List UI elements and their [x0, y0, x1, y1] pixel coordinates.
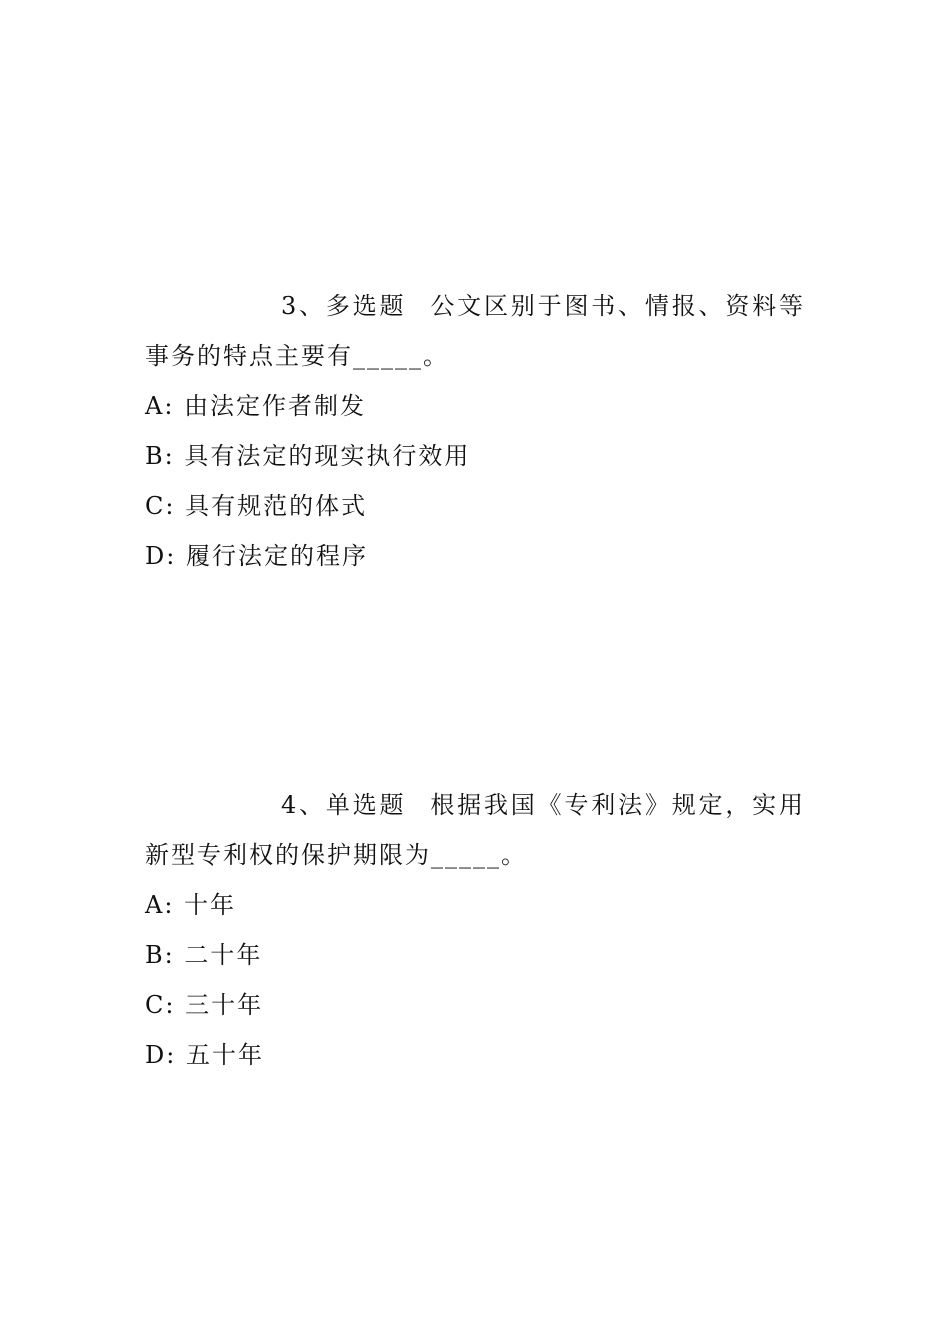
question-stem	[145, 780, 805, 880]
option-c[interactable]	[145, 980, 805, 1030]
option-b[interactable]	[145, 930, 805, 980]
option-a[interactable]	[145, 381, 805, 431]
question-stem	[145, 281, 805, 381]
question-number: 4、	[281, 791, 326, 819]
option-text: 具有法定的现实执行效用	[184, 442, 471, 470]
option-text: 履行法定的程序	[185, 542, 368, 570]
option-letter: D:	[145, 542, 177, 570]
option-d[interactable]	[145, 1030, 805, 1080]
option-text: 由法定作者制发	[184, 392, 367, 420]
option-text: 二十年	[184, 941, 263, 969]
question-4	[145, 780, 805, 1080]
option-text: 具有规范的体式	[185, 492, 368, 520]
option-d[interactable]	[145, 531, 805, 581]
option-text: 十年	[184, 891, 237, 919]
option-letter: D:	[145, 1041, 177, 1069]
option-a[interactable]	[145, 880, 805, 930]
option-letter: B:	[145, 941, 175, 969]
option-list	[145, 381, 805, 581]
option-c[interactable]	[145, 481, 805, 531]
question-text: 公文区别于图书、情报、资料等事务的特点主要有_____。	[145, 292, 805, 370]
question-type: 多选题	[325, 292, 407, 320]
question-text: 根据我国《专利法》规定，实用新型专利权的保护期限为_____。	[145, 791, 805, 869]
question-type: 单选题	[325, 791, 407, 819]
option-letter: A:	[145, 891, 175, 919]
option-text: 三十年	[185, 991, 264, 1019]
option-letter: B:	[145, 442, 175, 470]
option-b[interactable]	[145, 431, 805, 481]
question-number: 3、	[281, 292, 326, 320]
question-3	[145, 281, 805, 581]
option-letter: C:	[145, 492, 176, 520]
option-letter: A:	[145, 392, 175, 420]
option-list	[145, 880, 805, 1080]
option-letter: C:	[145, 991, 176, 1019]
option-text: 五十年	[185, 1041, 264, 1069]
